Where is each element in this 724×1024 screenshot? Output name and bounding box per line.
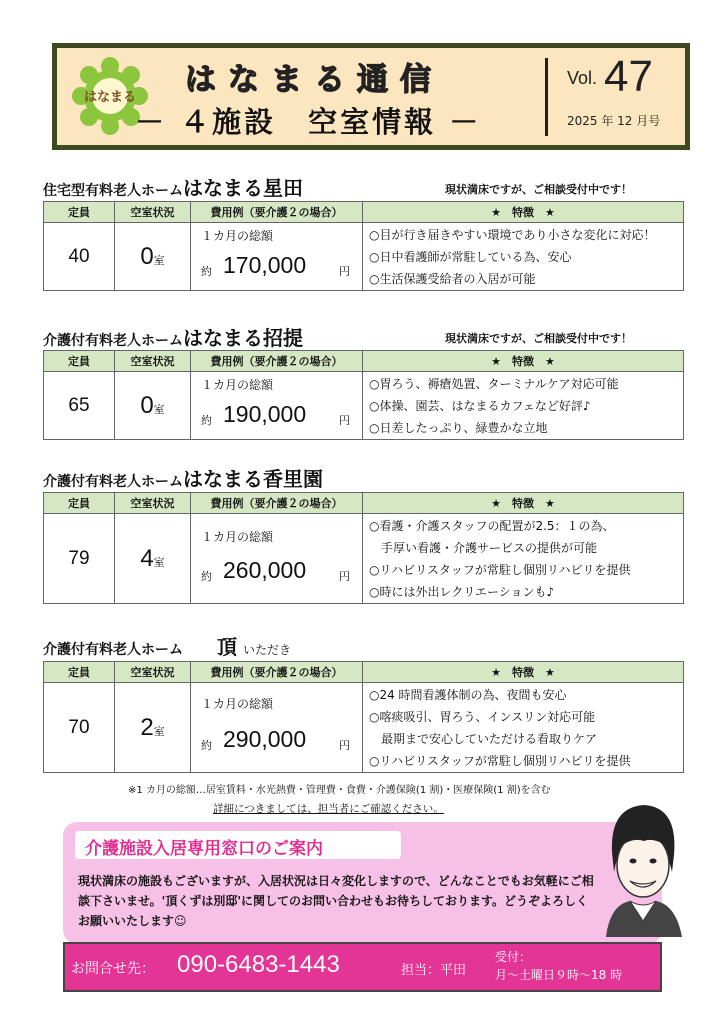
facility-note: 現状満床ですが、ご相談受付中です！ bbox=[445, 332, 632, 345]
col-features: ★ 特徴 ★ bbox=[363, 662, 684, 683]
col-cost: 費用例（要介護２の場合） bbox=[191, 493, 363, 514]
newsletter-subtitle: － ４施設 空室情報 － bbox=[135, 105, 482, 139]
col-features: ★ 特徴 ★ bbox=[363, 493, 684, 514]
facility-table bbox=[43, 492, 684, 604]
capacity-value: 40 bbox=[44, 223, 115, 291]
vacancy-value: 0 bbox=[140, 391, 154, 419]
facility-reading: いただき bbox=[243, 643, 292, 657]
cost-approx: 約 bbox=[201, 414, 212, 427]
feature-item: 手厚い看護・介護サービスの提供が可能 bbox=[369, 540, 598, 555]
col-cost: 費用例（要介護２の場合） bbox=[191, 202, 363, 223]
vacancy-value: 4 bbox=[140, 544, 154, 572]
cost-label: １カ月の総額 bbox=[201, 697, 274, 711]
facility-title bbox=[43, 172, 303, 201]
facility-name: はなまる招提 bbox=[183, 326, 303, 350]
facility-title bbox=[43, 631, 291, 660]
facility-name: 頂 bbox=[217, 635, 237, 659]
guide-title: 介護施設入居専用窓口のご案内 bbox=[85, 839, 323, 859]
cost-cell bbox=[191, 223, 363, 291]
features-cell bbox=[363, 372, 684, 440]
feature-item: ○24 時間看護体制の為、夜間も安心 bbox=[369, 687, 567, 702]
facility-title bbox=[43, 463, 323, 492]
staff-portrait bbox=[592, 797, 692, 937]
cost-yen: 円 bbox=[339, 265, 350, 278]
features-cell bbox=[363, 514, 684, 604]
feature-item: ○目が行き届きやすい環境であり小さな変化に対応！ bbox=[369, 227, 656, 242]
cost-label: １カ月の総額 bbox=[201, 530, 274, 544]
vacancy-cell bbox=[115, 223, 191, 291]
facility-table bbox=[43, 661, 684, 773]
hours-value: 月～土曜日９時～18 時 bbox=[495, 968, 623, 982]
cost-amount: 290,000 bbox=[223, 726, 307, 752]
feature-item: ○日中看護師が常駐している為、安心 bbox=[369, 249, 572, 264]
room-unit: 室 bbox=[153, 555, 165, 569]
facility-type: 介護付有料老人ホーム bbox=[43, 642, 197, 658]
cost-label: １カ月の総額 bbox=[201, 229, 274, 243]
col-capacity: 定員 bbox=[44, 351, 115, 372]
feature-item: ○時には外出レクリエーションも♪ bbox=[369, 584, 555, 599]
vol-number: 47 bbox=[604, 52, 653, 101]
vacancy-cell bbox=[115, 372, 191, 440]
col-features: ★ 特徴 ★ bbox=[363, 202, 684, 223]
room-unit: 室 bbox=[153, 253, 165, 267]
vacancy-cell bbox=[115, 514, 191, 604]
cost-label: １カ月の総額 bbox=[201, 378, 274, 392]
col-vacancy: 空室状況 bbox=[115, 202, 191, 223]
vacancy-value: 0 bbox=[140, 242, 154, 270]
facility-name: はなまる星田 bbox=[183, 176, 303, 200]
room-unit: 室 bbox=[153, 402, 165, 416]
feature-item: ○胃ろう、褥瘡処置、ターミナルケア対応可能 bbox=[369, 376, 619, 391]
cost-yen: 円 bbox=[339, 414, 350, 427]
col-vacancy: 空室状況 bbox=[115, 662, 191, 683]
col-capacity: 定員 bbox=[44, 202, 115, 223]
cost-amount: 260,000 bbox=[223, 557, 307, 583]
cost-approx: 約 bbox=[201, 265, 212, 278]
facility-table bbox=[43, 201, 684, 291]
feature-item: ○リハビリスタッフが常駐し個別リハビリを提供 bbox=[369, 562, 631, 577]
phone-number[interactable]: 090-6483-1443 bbox=[177, 951, 340, 978]
room-unit: 室 bbox=[153, 724, 165, 738]
contact-label: お問合せ先： bbox=[71, 961, 155, 977]
feature-item: ○リハビリスタッフが常駐し個別リハビリを提供 bbox=[369, 753, 631, 768]
logo-text: はなまる bbox=[83, 90, 137, 105]
col-features: ★ 特徴 ★ bbox=[363, 351, 684, 372]
guide-message: 現状満床の施設もございますが、入居状況は日々変化しますので、どんなことでもお気軽にご相談下さいませ。'頂くずは別邸'に関してのお問い合わせもお待ちしております。どうぞよろしくお願いいたします☺ bbox=[78, 874, 594, 928]
feature-item: 最期まで安心していただける看取りケア bbox=[369, 731, 598, 746]
cost-approx: 約 bbox=[201, 570, 212, 583]
cost-yen: 円 bbox=[339, 570, 350, 583]
contact-bar bbox=[63, 942, 662, 992]
cost-cell bbox=[191, 372, 363, 440]
col-cost: 費用例（要介護２の場合） bbox=[191, 662, 363, 683]
vacancy-value: 2 bbox=[140, 713, 154, 741]
cost-cell bbox=[191, 514, 363, 604]
facility-table bbox=[43, 350, 684, 440]
contact-staff: 担当：平田 bbox=[401, 963, 467, 978]
feature-item: ○生活保護受給者の入居が可能 bbox=[369, 271, 536, 286]
vol-label: Vol. bbox=[567, 68, 598, 88]
features-cell bbox=[363, 683, 684, 773]
newsletter-title: はなまる通信 bbox=[185, 62, 443, 98]
cost-approx: 約 bbox=[201, 739, 212, 752]
capacity-value: 65 bbox=[44, 372, 115, 440]
col-capacity: 定員 bbox=[44, 662, 115, 683]
facility-type: 介護付有料老人ホーム bbox=[43, 474, 183, 490]
capacity-value: 70 bbox=[44, 683, 115, 773]
col-vacancy: 空室状況 bbox=[115, 493, 191, 514]
feature-item: ○日差したっぷり、緑豊かな立地 bbox=[369, 420, 548, 435]
feature-item: ○喀痰吸引、胃ろう、インスリン対応可能 bbox=[369, 709, 596, 724]
col-vacancy: 空室状況 bbox=[115, 351, 191, 372]
hours-label: 受付： bbox=[495, 950, 532, 964]
issue-date: 2025 年 12 月号 bbox=[567, 114, 661, 128]
capacity-value: 79 bbox=[44, 514, 115, 604]
feature-item: ○体操、園芸、はなまるカフェなど好評♪ bbox=[369, 398, 591, 413]
facility-note: 現状満床ですが、ご相談受付中です！ bbox=[445, 183, 632, 196]
newsletter-header bbox=[52, 43, 690, 150]
facility-name: はなまる香里園 bbox=[183, 467, 323, 491]
cost-amount: 190,000 bbox=[223, 401, 307, 427]
feature-item: ○看護・介護スタッフの配置が2.5：１の為、 bbox=[369, 518, 615, 533]
col-cost: 費用例（要介護２の場合） bbox=[191, 351, 363, 372]
details-note: 詳細につきましては、担当者にご確認ください。 bbox=[213, 803, 444, 815]
cost-amount: 170,000 bbox=[223, 252, 307, 278]
vacancy-cell bbox=[115, 683, 191, 773]
facility-title bbox=[43, 322, 303, 351]
header-divider bbox=[545, 58, 548, 136]
cost-yen: 円 bbox=[339, 739, 350, 752]
col-capacity: 定員 bbox=[44, 493, 115, 514]
facility-type: 介護付有料老人ホーム bbox=[43, 333, 183, 349]
facility-type: 住宅型有料老人ホーム bbox=[43, 183, 183, 199]
cost-footnote: ※1 カ月の総額…居室賃料・水光熱費・管理費・食費・介護保険(1 割)・医療保険(1 割)を含む bbox=[128, 785, 551, 796]
cost-cell bbox=[191, 683, 363, 773]
guide-banner bbox=[75, 831, 401, 859]
features-cell bbox=[363, 223, 684, 291]
